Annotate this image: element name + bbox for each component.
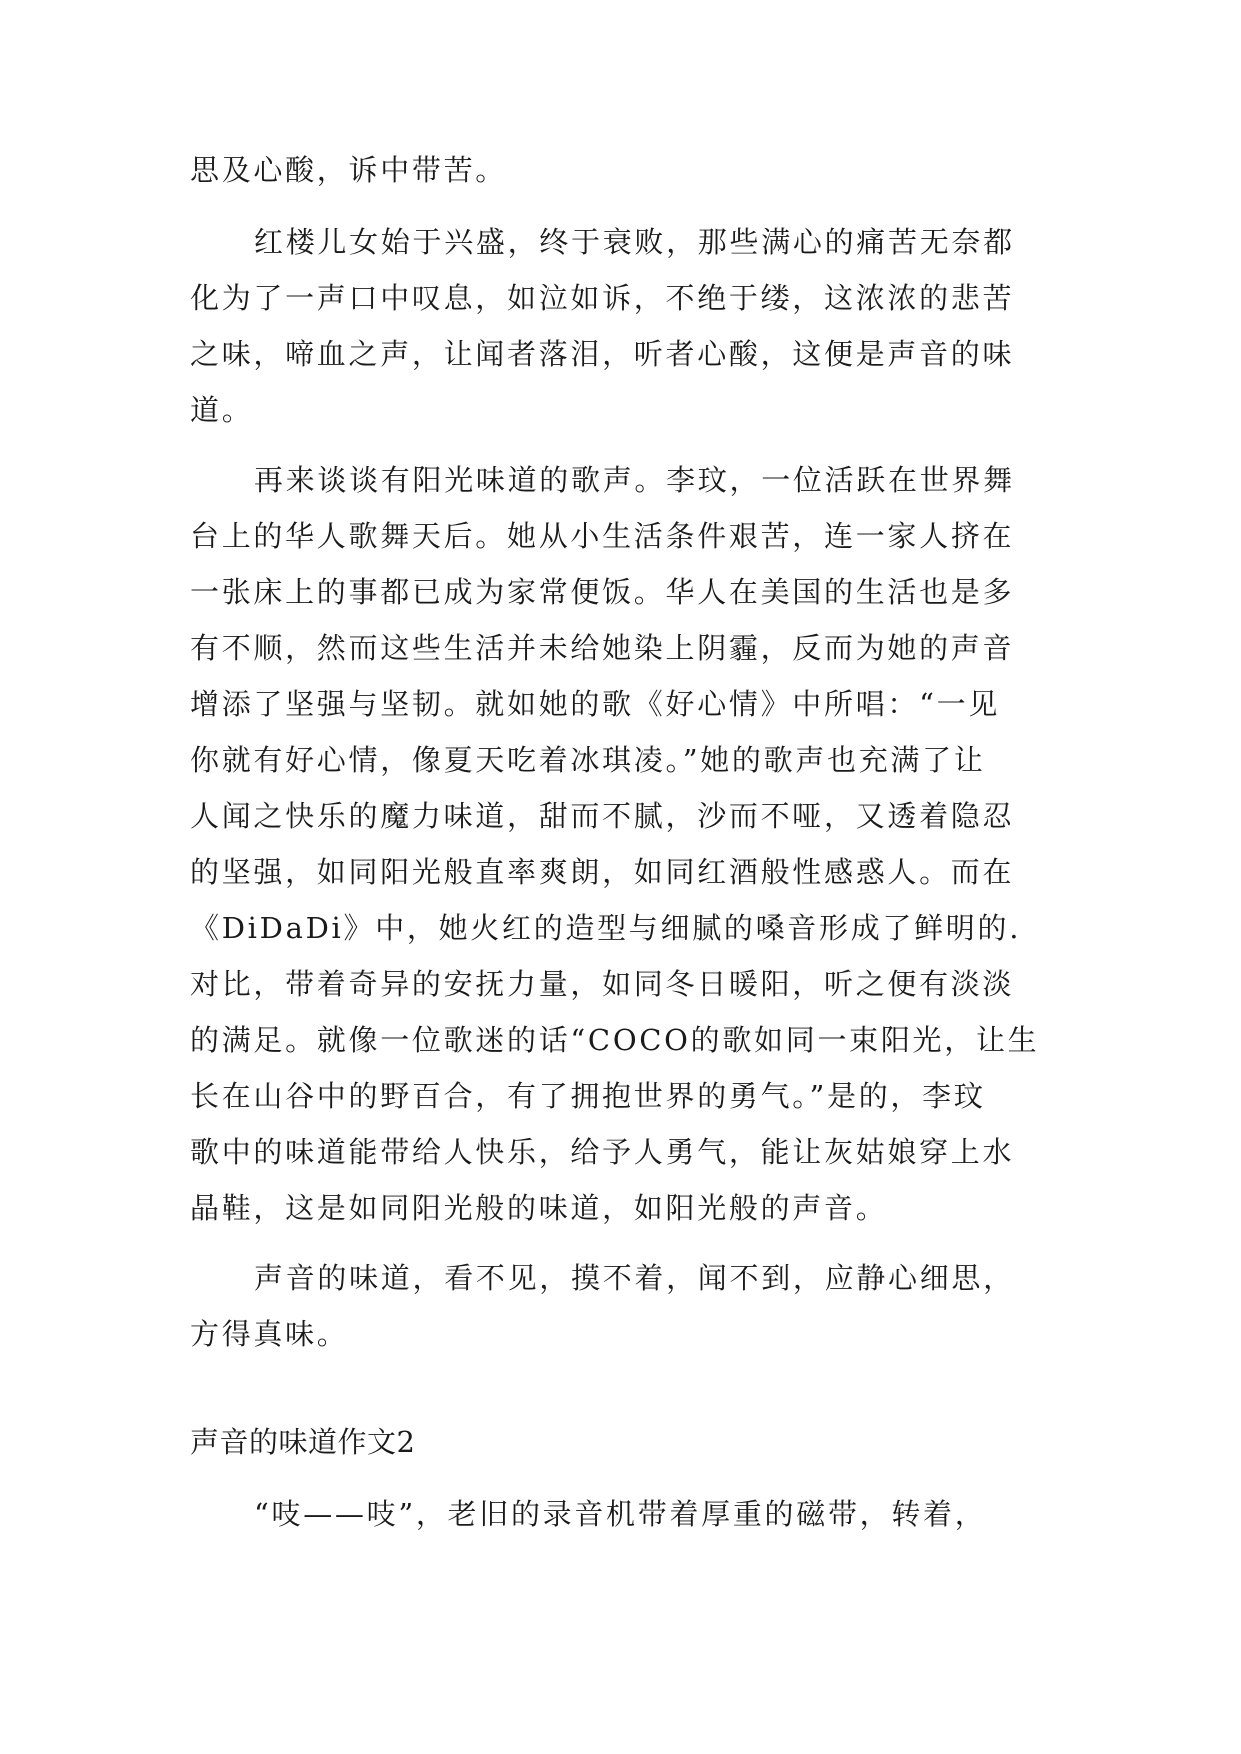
paragraph-line: 道。 — [190, 393, 254, 427]
paragraph-line: 之味，啼血之声，让闻者落泪，听者心酸，这便是声音的味 — [190, 337, 1015, 371]
paragraph-line: 人闻之快乐的魔力味道，甜而不腻，沙而不哑，又透着隐忍 — [190, 799, 1015, 833]
paragraph-line: 的坚强，如同阳光般直率爽朗，如同红酒般性感惑人。而在 — [190, 855, 1015, 889]
paragraph-line: 你就有好心情，像夏天吃着冰琪凌。”她的歌声也充满了让 — [190, 743, 986, 777]
paragraph-line: 化为了一声口中叹息，如泣如诉，不绝于缕，这浓浓的悲苦 — [190, 281, 1015, 315]
paragraph-line: 红楼儿女始于兴盛，终于衰败，那些满心的痛苦无奈都 — [254, 225, 1015, 259]
paragraph-line: “吱——吱”，老旧的录音机带着厚重的磁带，转着， — [254, 1497, 987, 1531]
paragraph-line: 的满足。就像一位歌迷的话“COCO的歌如同一束阳光，让生 — [190, 1023, 1040, 1057]
section-heading: 声音的味道作文2 — [190, 1425, 416, 1459]
paragraph-line: 有不顺，然而这些生活并未给她染上阴霾，反而为她的声音 — [190, 631, 1015, 665]
paragraph-line: 思及心酸，诉中带苦。 — [190, 153, 508, 187]
paragraph-line: 对比，带着奇异的安抚力量，如同冬日暖阳，听之便有淡淡 — [190, 967, 1015, 1001]
paragraph-line: 增添了坚强与坚韧。就如她的歌《好心情》中所唱：“一见 — [190, 687, 1001, 721]
paragraph-line: 声音的味道，看不见，摸不着，闻不到，应静心细思， — [254, 1261, 1015, 1295]
paragraph-line: 歌中的味道能带给人快乐，给予人勇气，能让灰姑娘穿上水 — [190, 1135, 1015, 1169]
paragraph-line: 《DiDaDi》中，她火红的造型与细腻的嗓音形成了鲜明的. — [190, 911, 1022, 945]
paragraph-line: 台上的华人歌舞天后。她从小生活条件艰苦，连一家人挤在 — [190, 519, 1015, 553]
paragraph-line: 长在山谷中的野百合，有了拥抱世界的勇气。”是的，李玟 — [190, 1079, 986, 1113]
paragraph-line: 方得真味。 — [190, 1317, 349, 1351]
paragraph-line: 晶鞋，这是如同阳光般的味道，如阳光般的声音。 — [190, 1191, 888, 1225]
paragraph-line: 一张床上的事都已成为家常便饭。华人在美国的生活也是多 — [190, 575, 1015, 609]
paragraph-line: 再来谈谈有阳光味道的歌声。李玟，一位活跃在世界舞 — [254, 463, 1015, 497]
